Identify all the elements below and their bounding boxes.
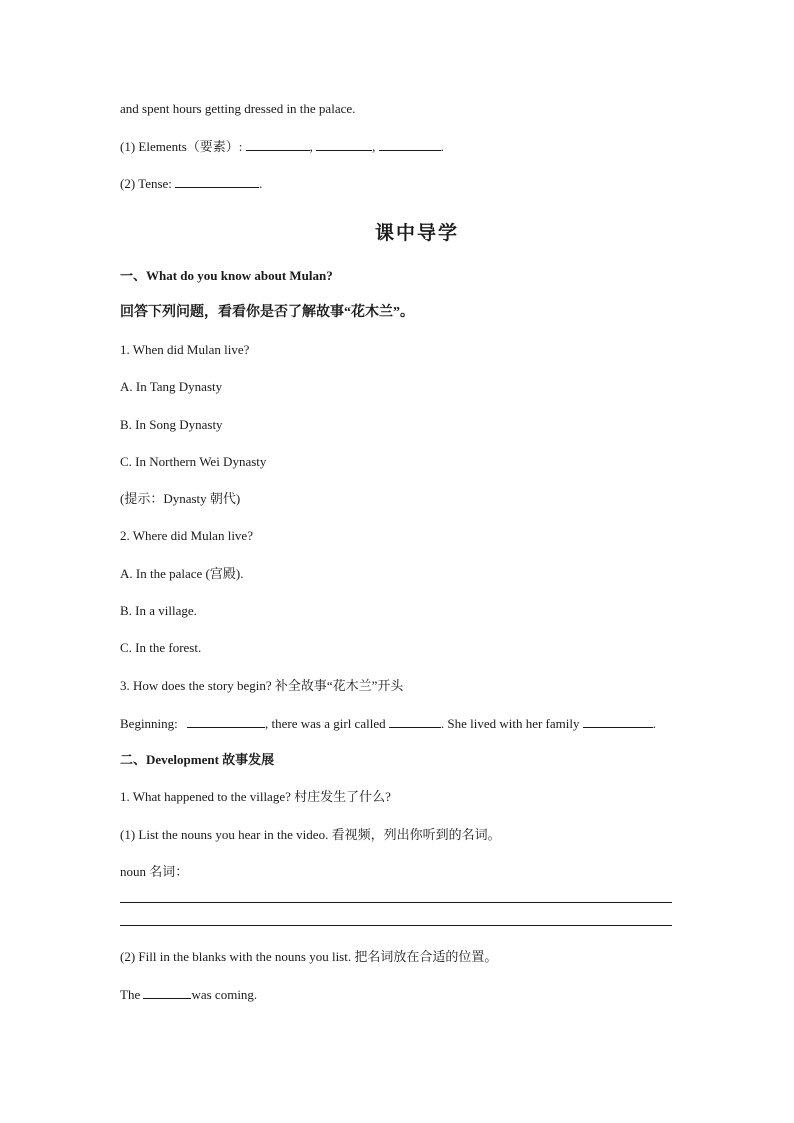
answer-line-2[interactable]: [120, 925, 672, 926]
part2-sub1: (1) List the nouns you hear in the video. 看视频，列出你听到的名词。: [120, 827, 501, 842]
beginning-blank-3[interactable]: [583, 715, 653, 728]
section-title: 课中导学: [374, 223, 459, 244]
q1-option-c: C. In Northern Wei Dynasty: [120, 454, 267, 469]
part1-heading: 一、What do you know about Mulan?: [120, 268, 333, 283]
part2-sub2: (2) Fill in the blanks with the nouns you list. 把名词放在合适的位置。: [120, 949, 498, 964]
beginning-mid-1: , there was a girl called: [265, 716, 389, 731]
intro-line: and spent hours getting dressed in the palace.: [120, 101, 356, 116]
q2-option-c: C. In the forest.: [120, 640, 202, 655]
beginning-line: [120, 715, 656, 732]
period-2: .: [259, 176, 263, 191]
elements-question: [120, 138, 444, 155]
beginning-mid-2: . She lived with her family: [440, 716, 583, 731]
elements-label: (1) Elements（要素）:: [120, 139, 246, 154]
beginning-label: Beginning:: [120, 716, 182, 731]
q2-option-b: B. In a village.: [120, 603, 197, 618]
fill-blank[interactable]: [143, 986, 191, 999]
comma-2: ,: [372, 139, 379, 154]
q2-option-a: A. In the palace (宫殿).: [120, 566, 244, 581]
tense-label: (2) Tense:: [120, 176, 176, 191]
noun-label: noun 名词：: [120, 864, 189, 879]
fill-sentence: [120, 986, 257, 1003]
part2-heading: 二、Development 故事发展: [120, 752, 275, 767]
part1-instruction: 回答下列问题，看看你是否了解故事“花木兰”。: [120, 305, 414, 320]
fill-end: was coming.: [191, 987, 258, 1002]
q1-option-a: A. In Tang Dynasty: [120, 379, 223, 394]
fill-start: The: [120, 987, 144, 1002]
tense-blank[interactable]: [175, 175, 259, 188]
part2-q1: 1. What happened to the village? 村庄发生了什么?: [120, 789, 391, 804]
element-blank-3[interactable]: [379, 138, 441, 151]
beginning-blank-2[interactable]: [389, 715, 441, 728]
comma-1: ,: [309, 139, 317, 154]
answer-line-1[interactable]: [120, 902, 672, 903]
period-3: .: [652, 716, 656, 731]
tense-question: [120, 175, 262, 192]
q1-text: 1. When did Mulan live?: [120, 342, 250, 357]
element-blank-1[interactable]: [246, 138, 310, 151]
q1-option-b: B. In Song Dynasty: [120, 417, 223, 432]
beginning-blank-1[interactable]: [187, 715, 265, 728]
q2-text: 2. Where did Mulan live?: [120, 528, 253, 543]
q3-text: 3. How does the story begin? 补全故事“花木兰”开头: [120, 678, 404, 693]
dynasty-hint: (提示：Dynasty 朝代): [120, 491, 241, 506]
element-blank-2[interactable]: [316, 138, 372, 151]
period-1: .: [440, 139, 444, 154]
